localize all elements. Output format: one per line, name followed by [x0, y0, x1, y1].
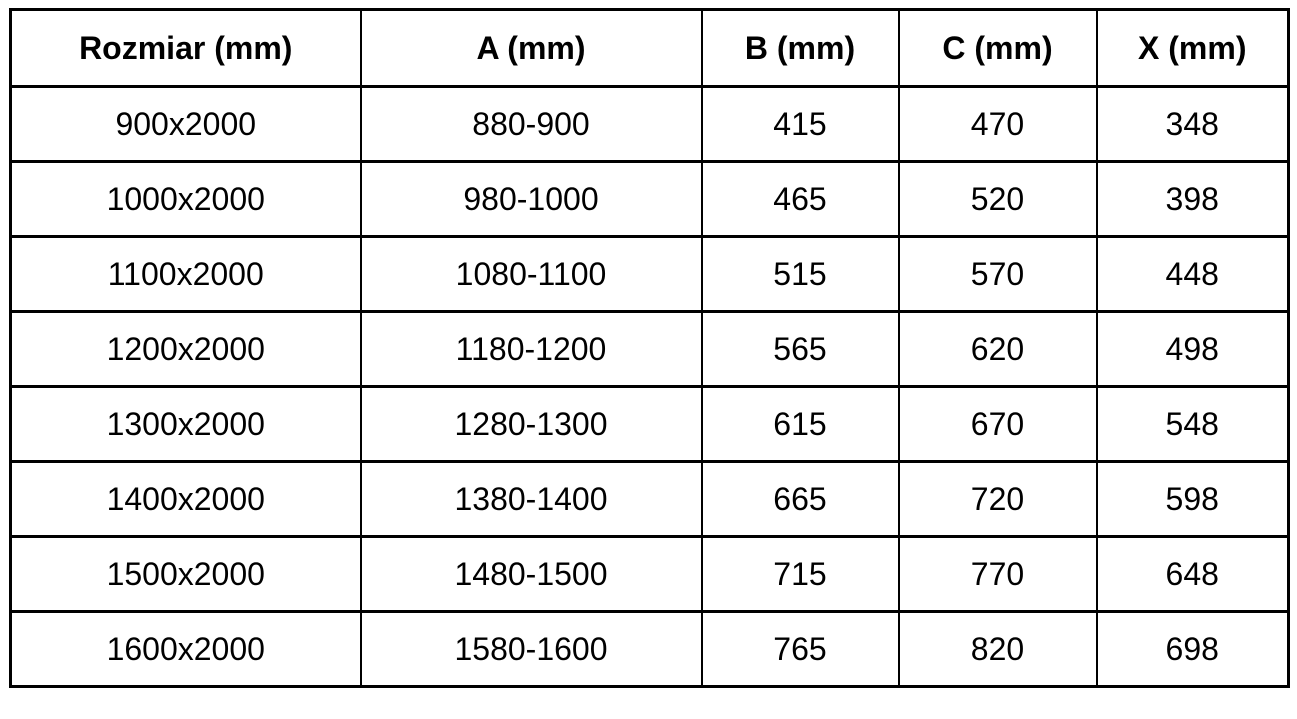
table-cell: 765 — [702, 612, 899, 687]
table-cell: 900x2000 — [11, 87, 361, 162]
table-cell: 570 — [899, 237, 1097, 312]
table-cell: 620 — [899, 312, 1097, 387]
header-cell-b: B (mm) — [702, 10, 899, 87]
table-cell: 1080-1100 — [361, 237, 702, 312]
table-cell: 980-1000 — [361, 162, 702, 237]
table-row — [11, 462, 1289, 537]
table-row — [11, 312, 1289, 387]
table-cell: 465 — [702, 162, 899, 237]
table-row — [11, 612, 1289, 687]
table-cell: 1280-1300 — [361, 387, 702, 462]
header-cell-rozmiar: Rozmiar (mm) — [11, 10, 361, 87]
table-cell: 548 — [1097, 387, 1289, 462]
table-cell: 665 — [702, 462, 899, 537]
table-cell: 715 — [702, 537, 899, 612]
table-cell: 820 — [899, 612, 1097, 687]
table-cell: 565 — [702, 312, 899, 387]
table-cell: 1400x2000 — [11, 462, 361, 537]
table-cell: 770 — [899, 537, 1097, 612]
table-cell: 1580-1600 — [361, 612, 702, 687]
table-row — [11, 537, 1289, 612]
table-cell: 515 — [702, 237, 899, 312]
table-cell: 670 — [899, 387, 1097, 462]
header-cell-c: C (mm) — [899, 10, 1097, 87]
table-cell: 880-900 — [361, 87, 702, 162]
table-row — [11, 387, 1289, 462]
table-cell: 1380-1400 — [361, 462, 702, 537]
table-cell: 720 — [899, 462, 1097, 537]
header-cell-x: X (mm) — [1097, 10, 1289, 87]
table-cell: 615 — [702, 387, 899, 462]
table-cell: 698 — [1097, 612, 1289, 687]
table-cell: 1600x2000 — [11, 612, 361, 687]
table-row — [11, 162, 1289, 237]
table-cell: 1000x2000 — [11, 162, 361, 237]
table-cell: 1300x2000 — [11, 387, 361, 462]
table-row — [11, 237, 1289, 312]
header-row — [11, 10, 1289, 87]
header-cell-a: A (mm) — [361, 10, 702, 87]
table-cell: 598 — [1097, 462, 1289, 537]
table-cell: 648 — [1097, 537, 1289, 612]
table-cell: 448 — [1097, 237, 1289, 312]
table-cell: 415 — [702, 87, 899, 162]
table-cell: 348 — [1097, 87, 1289, 162]
table-cell: 1180-1200 — [361, 312, 702, 387]
table-row — [11, 87, 1289, 162]
table-cell: 520 — [899, 162, 1097, 237]
table-cell: 1100x2000 — [11, 237, 361, 312]
table-cell: 1200x2000 — [11, 312, 361, 387]
table-cell: 1480-1500 — [361, 537, 702, 612]
table-cell: 470 — [899, 87, 1097, 162]
size-dimensions-table — [9, 8, 1290, 688]
table-cell: 1500x2000 — [11, 537, 361, 612]
table-cell: 498 — [1097, 312, 1289, 387]
table-cell: 398 — [1097, 162, 1289, 237]
